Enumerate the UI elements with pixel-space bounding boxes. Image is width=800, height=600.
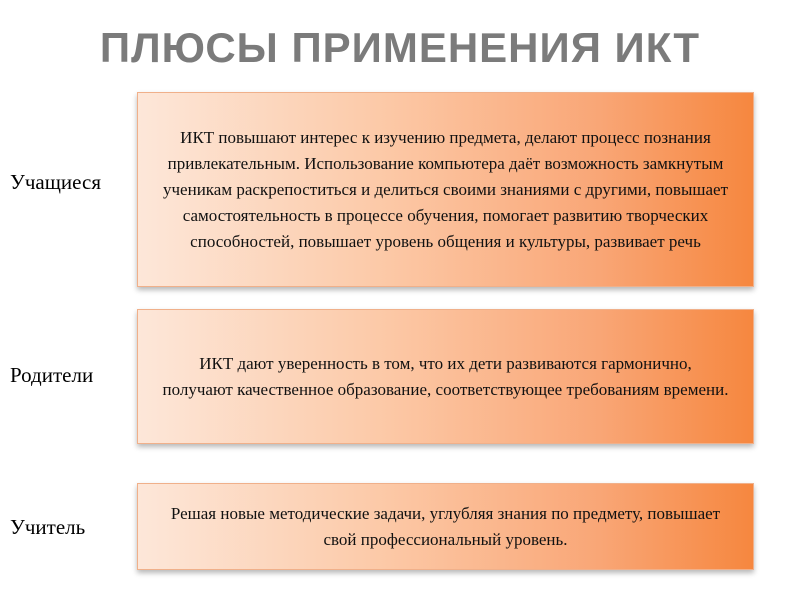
row-label-teacher: Учитель: [10, 515, 86, 539]
benefit-box-students: [137, 92, 754, 287]
benefit-box-teacher: [137, 483, 754, 570]
row-label-students: Учащиеся: [10, 170, 101, 194]
row-label-parents: Родители: [10, 363, 94, 387]
slide-title: ПЛЮСЫ ПРИМЕНЕНИЯ ИКТ: [99, 24, 701, 71]
benefit-text-students: ИКТ повышают интерес к изучению предмета, делают процесс познания привлекательным. Использование компьютера даёт возможность замкнутым ученикам раскрепоститься и делиться своими знаниями с другими, повышает самостоятельность в процессе обучения, помогает развитию творческих способностей, повышает уровень общения и культуры, развивает речь: [163, 127, 728, 251]
benefit-text-parents: ИКТ дают уверенность в том, что их дети развиваются гармонично, получают качественное образование, соответствующее требованиям времени.: [162, 353, 729, 399]
benefit-box-parents: [137, 309, 754, 444]
benefit-text-teacher: Решая новые методические задачи, углубляя знания по предмету, повышает свой профессиональный уровень.: [170, 503, 721, 549]
